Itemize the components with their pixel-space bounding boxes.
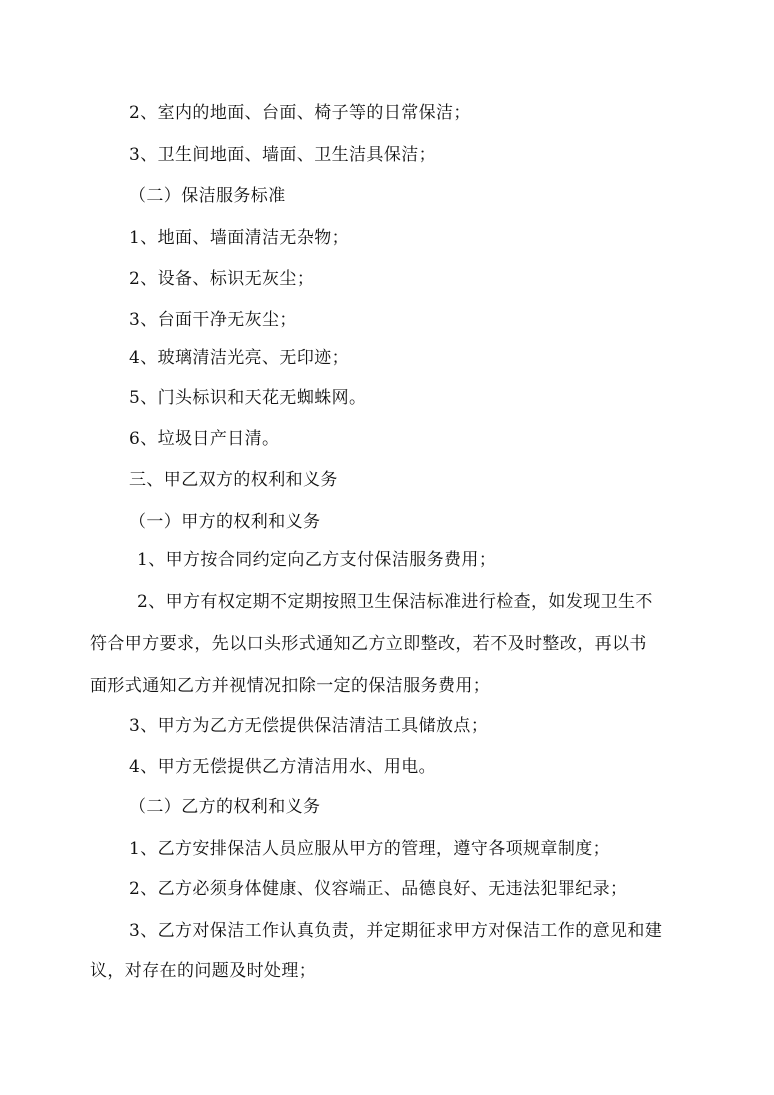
paragraph-line: 1、甲方按合同约定向乙方支付保洁服务费用； <box>137 550 497 570</box>
paragraph-line: 2、乙方必须身体健康、仪容端正、品德良好、无违法犯罪纪录； <box>129 879 628 899</box>
paragraph-line: 4、玻璃清洁光亮、无印迹； <box>129 348 350 368</box>
paragraph-line: 符合甲方要求，先以口头形式通知乙方立即整改，若不及时整改，再以书 <box>90 634 647 654</box>
section-heading: （一）甲方的权利和义务 <box>129 512 321 532</box>
paragraph-line: 3、卫生间地面、墙面、卫生洁具保洁； <box>129 145 437 165</box>
paragraph-line: 1、地面、墙面清洁无杂物； <box>129 228 350 248</box>
paragraph-line: 议，对存在的问题及时处理； <box>90 961 317 981</box>
section-heading: （二）保洁服务标准 <box>129 186 286 206</box>
paragraph-line: 3、乙方对保洁工作认真负责，并定期征求甲方对保洁工作的意见和建 <box>129 921 663 941</box>
paragraph-line: 2、设备、标识无灰尘； <box>129 269 315 289</box>
paragraph-line: 2、室内的地面、台面、椅子等的日常保洁； <box>129 103 471 123</box>
section-heading: 三、甲乙双方的权利和义务 <box>129 470 338 490</box>
paragraph-line: 3、甲方为乙方无偿提供保洁清洁工具储放点； <box>129 716 489 736</box>
paragraph-line: 面形式通知乙方并视情况扣除一定的保洁服务费用； <box>90 676 491 696</box>
paragraph-line: 1、乙方安排保洁人员应服从甲方的管理，遵守各项规章制度； <box>129 839 611 859</box>
paragraph-line: 5、门头标识和天花无蜘蛛网。 <box>129 388 367 408</box>
paragraph-line: 6、垃圾日产日清。 <box>129 429 280 449</box>
paragraph-line: 2、甲方有权定期不定期按照卫生保洁标准进行检查，如发现卫生不 <box>137 592 653 612</box>
paragraph-line: 4、甲方无偿提供乙方清洁用水、用电。 <box>129 757 437 777</box>
section-heading: （二）乙方的权利和义务 <box>129 797 321 817</box>
paragraph-line: 3、台面干净无灰尘； <box>129 310 297 330</box>
